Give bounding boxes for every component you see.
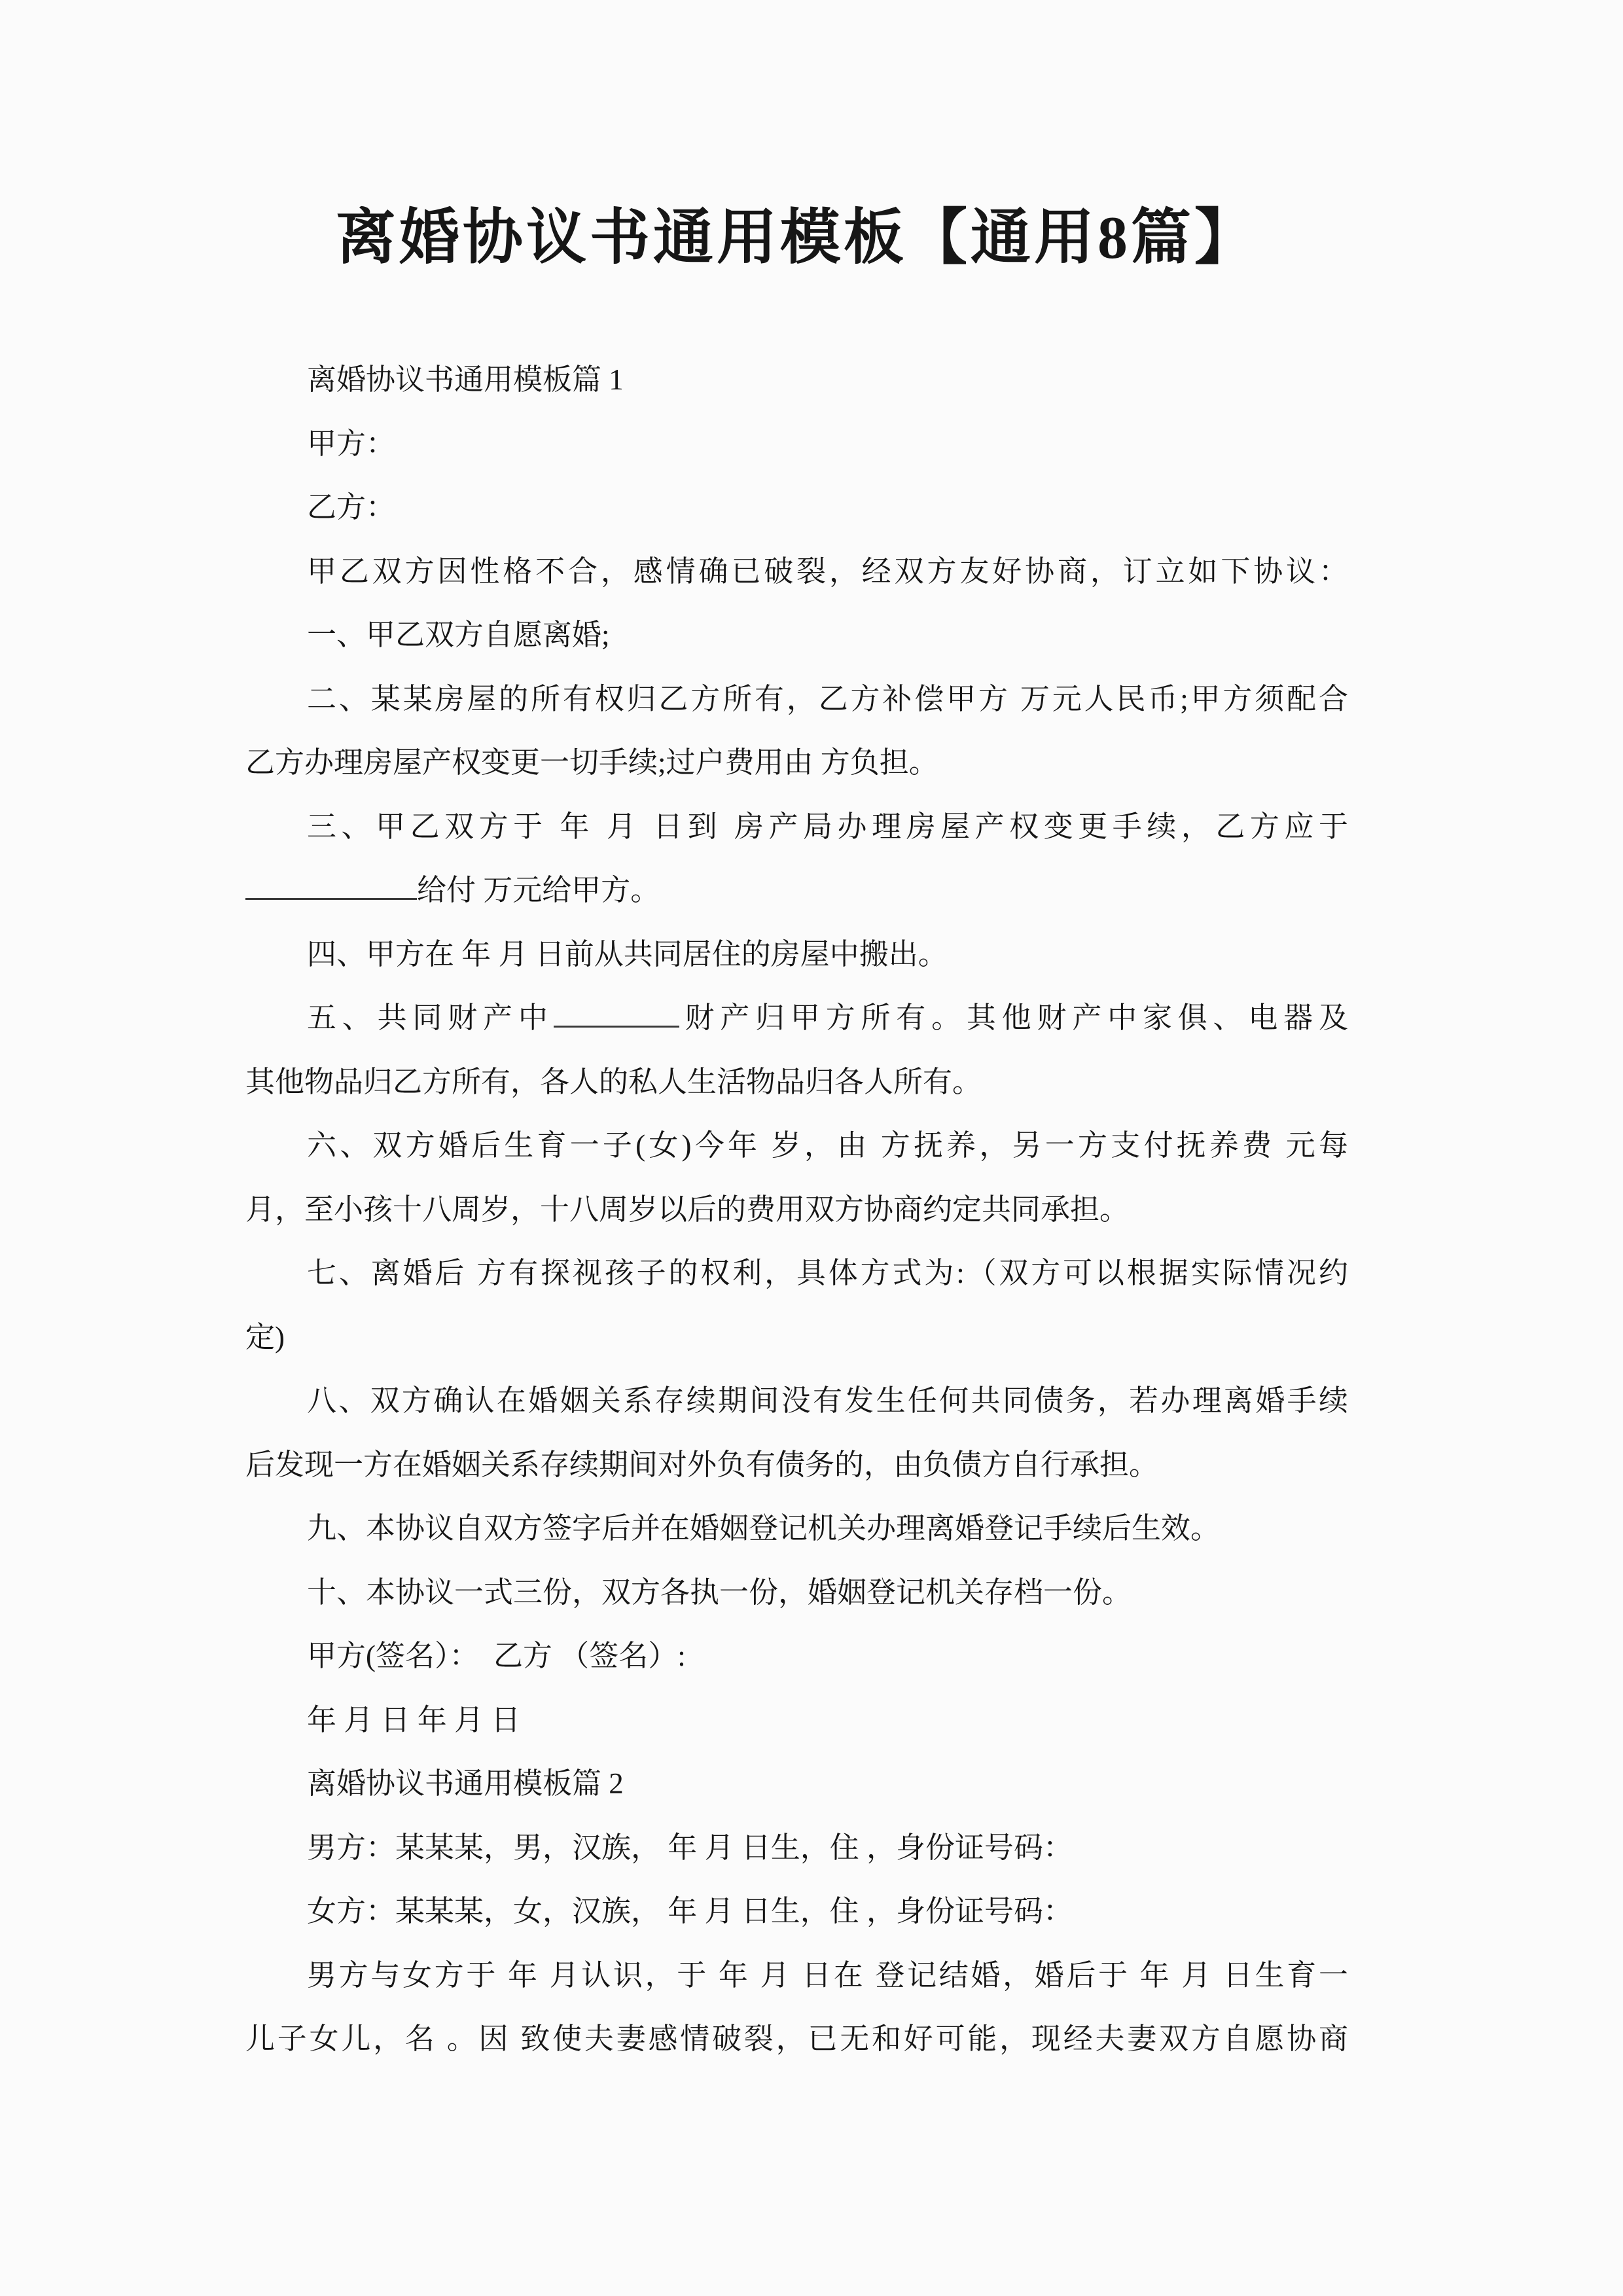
doc-line-party-a: 甲方：	[307, 427, 396, 460]
doc-line	[245, 986, 1348, 1050]
doc-line: 后发现一方在婚姻关系存续期间对外负有债务的，由负债方自行承担。	[245, 1448, 1159, 1481]
doc-line: 儿子女儿，名 。因 致使夫妻感情破裂，已无和好可能，现经夫妻双方自愿协商	[245, 2022, 1348, 2055]
doc-line: 乙方办理房屋产权变更一切手续;过户费用由 方负担。	[245, 746, 938, 779]
doc-line	[245, 859, 1348, 923]
doc-line: 月，至小孩十八周岁，十八周岁以后的费用双方协商约定共同承担。	[245, 1193, 1130, 1226]
doc-line: 其他物品归乙方所有，各人的私人生活物品归各人所有。	[245, 1065, 982, 1098]
doc-line-party-b: 乙方：	[307, 491, 396, 524]
fill-in-blank-line	[554, 999, 679, 1028]
section-heading: 离婚协议书通用模板篇 1	[307, 363, 624, 396]
doc-line-text: 五、共同财产中	[307, 1001, 554, 1034]
doc-line-text: 给付 万元给甲方。	[417, 874, 660, 906]
doc-line: 四、甲方在 年 月 日前从共同居住的房屋中搬出。	[307, 937, 948, 971]
date-line: 年 月 日 年 月 日	[307, 1703, 521, 1736]
doc-line-husband: 男方：某某某，男，汉族， 年 月 日生，住 ，身份证号码：	[307, 1831, 1073, 1864]
doc-line-text: 财产归甲方所有。其他财产中家俱、电器及	[679, 1001, 1348, 1034]
signature-line: 甲方(签名）： 乙方 （签名）:	[307, 1640, 686, 1672]
doc-line: 一、甲乙双方自愿离婚;	[307, 619, 610, 651]
section-heading: 离婚协议书通用模板篇 2	[307, 1767, 624, 1800]
doc-line: 九、本协议自双方签字后并在婚姻登记机关办理离婚登记手续后生效。	[307, 1512, 1221, 1545]
doc-line: 男方与女方于 年 月认识，于 年 月 日在 登记结婚，婚后于 年 月 日生育一	[307, 1958, 1348, 1992]
document-title: 离婚协议书通用模板【通用8篇】	[335, 204, 1258, 271]
doc-line: 甲乙双方因性格不合，感情确已破裂，经双方友好协商，订立如下协议：	[307, 554, 1348, 588]
doc-line: 三、甲乙双方于 年 月 日到 房产局办理房屋产权变更手续，乙方应于	[307, 810, 1348, 843]
document-body	[245, 348, 1348, 2072]
doc-line: 六、双方婚后生育一子(女)今年 岁，由 方抚养，另一方支付抚养费 元每	[307, 1129, 1348, 1162]
doc-line: 八、双方确认在婚姻关系存续期间没有发生任何共同债务，若办理离婚手续	[307, 1384, 1348, 1417]
doc-line: 二、某某房屋的所有权归乙方所有，乙方补偿甲方 万元人民币;甲方须配合	[307, 682, 1348, 715]
doc-line: 七、离婚后 方有探视孩子的权利，具体方式为:（双方可以根据实际情况约	[307, 1257, 1348, 1289]
doc-line: 十、本协议一式三份，双方各执一份，婚姻登记机关存档一份。	[307, 1575, 1132, 1609]
fill-in-blank-line	[245, 872, 417, 900]
doc-line: 定)	[245, 1320, 285, 1354]
doc-line-wife: 女方：某某某，女，汉族， 年 月 日生，住 ，身份证号码：	[307, 1895, 1073, 1928]
